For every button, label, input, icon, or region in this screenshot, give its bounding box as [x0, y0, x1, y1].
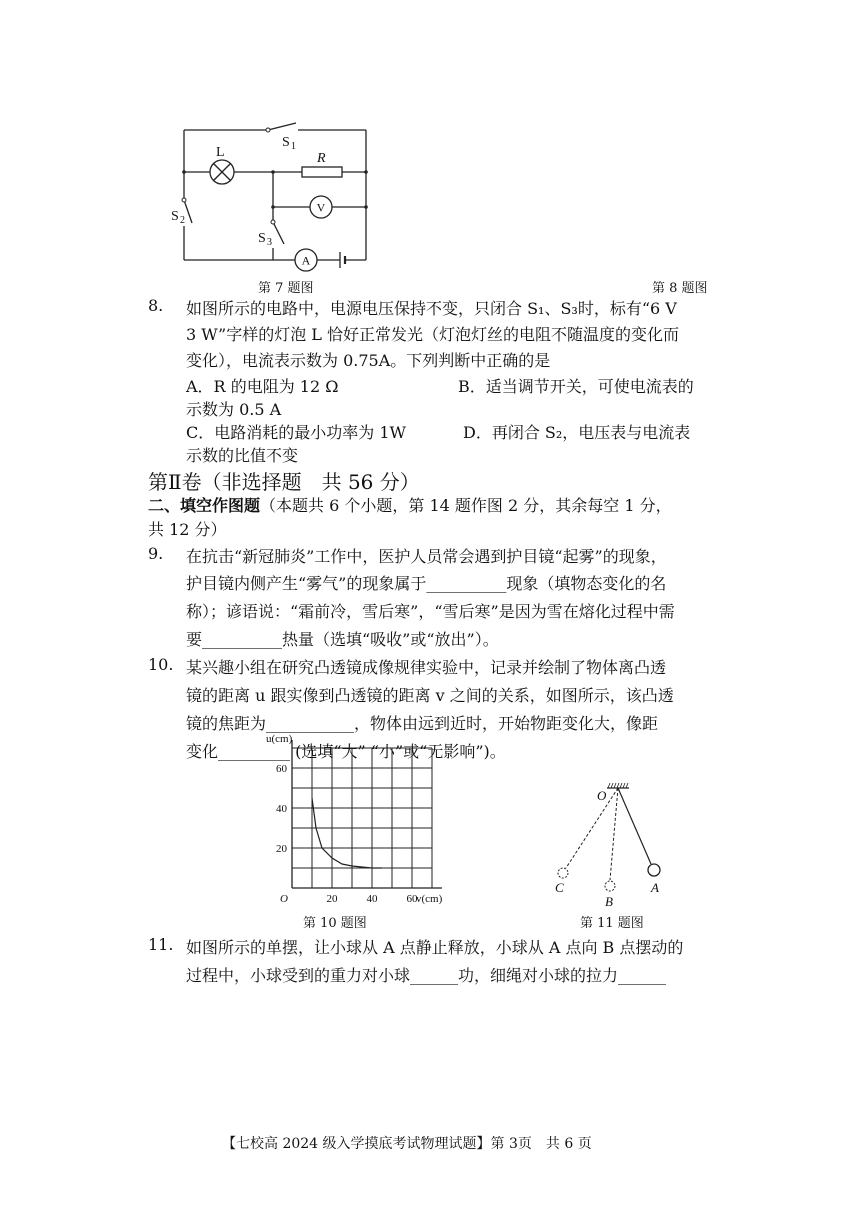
question-text-line: 变化_________ (选填“大” “小”或“无影响”)。	[186, 742, 506, 761]
question-text-line: 镜的距离 u 跟实像到凸透镜的距离 v 之间的关系，如图所示，该凸透	[186, 686, 674, 705]
figure-11-caption: 第 11 题图	[580, 916, 644, 931]
option-c: C．电路消耗的最小功率为 1W	[186, 423, 406, 442]
lamp-label: L	[216, 145, 225, 160]
s3-subscript: 3	[267, 237, 272, 248]
question-text-line: 要__________热量（选填“吸收”或“放出”）。	[186, 630, 499, 649]
voltmeter-label: V	[316, 200, 326, 215]
option-b: B．适当调节开关，可使电流表的	[458, 377, 694, 396]
section-2-heading	[148, 493, 672, 519]
section-2-label: 二、填空作图题	[148, 496, 261, 515]
circuit-diagram	[170, 118, 380, 273]
question-number: 10.	[148, 655, 174, 674]
page-footer: 【七校高 2024 级入学摸底考试物理试题】第 3页 共 6 页	[222, 1136, 592, 1152]
section-2-instructions-continued: 共 12 分）	[148, 520, 227, 539]
part-2-title: 第Ⅱ卷（非选择题 共 56 分）	[148, 470, 420, 494]
x-tick-label: 40	[366, 893, 378, 905]
resistor-label: R	[317, 151, 326, 166]
question-number: 11.	[148, 935, 174, 954]
question-text-line: 如图所示的电路中，电源电压保持不变，只闭合 S₁、S₃时，标有“6 V	[186, 299, 677, 318]
y-tick-label: 40	[276, 803, 287, 815]
s2-subscript: 2	[180, 215, 185, 226]
option-a: A．R 的电阻为 12 Ω	[186, 377, 339, 396]
x-tick-label: 20	[326, 893, 338, 905]
ammeter-label: A	[301, 253, 311, 268]
x-tick-label: 60	[406, 893, 418, 905]
y-axis-label: u(cm)	[266, 733, 293, 745]
question-text-line: 称）；谚语说：“霜前冷，雪后寒”，“雪后寒”是因为雪在熔化过程中需	[186, 602, 675, 621]
pendulum-diagram	[545, 782, 685, 912]
question-text-line: 镜的焦距为___________，物体由远到近时，开始物距变化大，像距	[186, 714, 659, 733]
option-d-continued: 示数的比值不变	[186, 446, 299, 465]
figure-10-caption: 第 10 题图	[303, 916, 367, 931]
pivot-label-o: O	[597, 788, 607, 803]
y-tick-label: 20	[276, 843, 287, 855]
question-number: 8.	[148, 296, 164, 315]
s1-subscript: 1	[291, 141, 296, 152]
s1-label: S	[282, 135, 290, 150]
y-tick-label: 60	[276, 763, 287, 775]
question-text-line: 3 W”字样的灯泡 L 恰好正常发光（灯泡灯丝的电阻不随温度的变化而	[186, 325, 679, 344]
question-text-line: 变化），电流表示数为 0.75A。下列判断中正确的是	[186, 351, 551, 370]
option-d: D．再闭合 S₂，电压表与电流表	[463, 423, 691, 442]
point-label-a: A	[651, 880, 659, 895]
origin-label: O	[280, 893, 288, 905]
point-label-c: C	[555, 880, 564, 895]
option-b-continued: 示数为 0.5 A	[186, 400, 282, 419]
question-text-line: 在抗击“新冠肺炎”工作中，医护人员常会遇到护目镜“起雾”的现象，	[186, 547, 667, 566]
question-text-line: 过程中，小球受到的重力对小球______功，细绳对小球的拉力______	[186, 966, 667, 985]
question-text-line: 某兴趣小组在研究凸透镜成像规律实验中，记录并绘制了物体离凸透	[186, 658, 667, 677]
x-axis-label: v(cm)	[416, 893, 443, 905]
question-number: 9.	[148, 544, 164, 563]
s2-label: S	[171, 209, 179, 224]
s3-label: S	[258, 231, 266, 246]
point-label-b: B	[605, 894, 613, 909]
question-text-line: 如图所示的单摆，让小球从 A 点静止释放，小球从 A 点向 B 点摆动的	[186, 938, 684, 957]
section-2-instructions: （本题共 6 个小题，第 14 题作图 2 分，其余每空 1 分，	[260, 496, 672, 515]
figure-8-caption: 第 8 题图	[652, 281, 708, 296]
question-text-line: 护目镜内侧产生“雾气”的现象属于__________现象（填物态变化的名	[186, 574, 667, 593]
figure-7-caption: 第 7 题图	[258, 281, 314, 296]
